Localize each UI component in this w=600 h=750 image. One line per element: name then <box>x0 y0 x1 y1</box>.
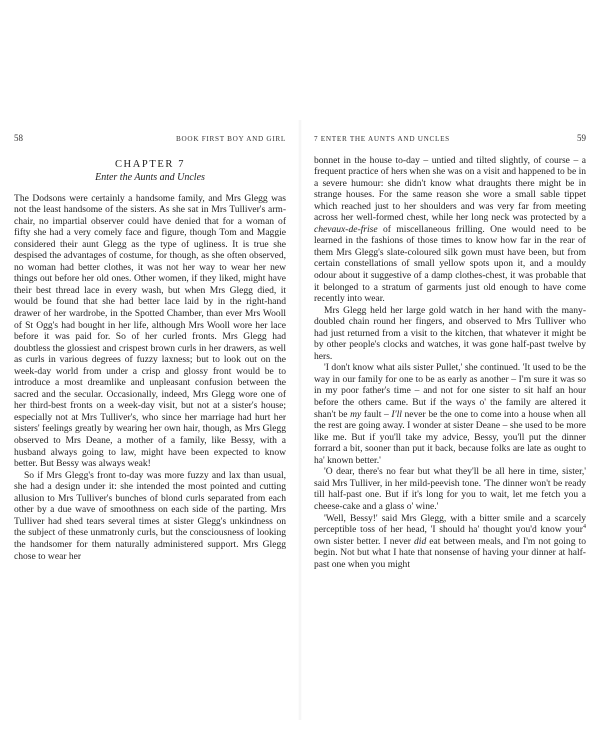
italic-phrase: my <box>350 408 362 420</box>
book-gutter <box>298 120 302 720</box>
text-run: own sister better. I never <box>314 535 415 547</box>
paragraph: So if Mrs Glegg's front to-day was more fuzzy and lax than usual, she had a design under it: she intended the most pointed and cutting allusion to Mrs Tulliver's bunches of blond curls separated from each other by a due wave of smoothness on each side of the parting. Mrs Tulliver had shed tears several times at sister Glegg's unkindness on the subject of these unmatronly curls, but the consciousness of looking the handsomer for them naturally administered support. Mrs Glegg chose to wear her <box>14 469 286 562</box>
right-page <box>314 133 586 570</box>
paragraph: 'O dear, there's no fear but what they'll be all here in time, sister,' said Mrs Tulliver, in her mild-peevish tone. 'The dinner won't be ready till half-past one. But if it's long for you to wait, let me fetch you a cheese-cake and a glass o' wine.' <box>314 466 586 512</box>
text-run: bonnet in the house to-day – untied and tilted slightly, of course – a frequent practice of hers when she was on a visit and happened to be in a severe humour: she didn't know what draughts there might be in strange houses. For the same reason she wore a small sable tippet which reached just to her shoulders and was very far from meeting across her well-formed chest, while her long neck was protected by a <box>314 154 586 224</box>
left-page-number: 58 <box>14 133 23 143</box>
italic-phrase: I'll <box>391 408 402 420</box>
text-run: eat between meals, and I'm not going to begin. Not but what I hate that nonsense of having your dinner at half-past one when you might <box>314 535 586 570</box>
paragraph <box>314 155 586 305</box>
text-run: 'I don't know what ails sister Pullet,' she continued. 'It used to be the way in our family for one to be as early as another – I'm sure it was so in my poor father's time – and not for one sister to sit half an hour before the others came. But if the ways o' the family are altered it shan't be <box>314 362 586 420</box>
right-running-head <box>314 133 586 146</box>
paragraph <box>314 513 586 571</box>
left-running-title: BOOK FIRST BOY AND GIRL <box>176 135 286 143</box>
footnote-marker: 4 <box>583 523 586 530</box>
italic-phrase: did <box>414 535 427 547</box>
right-page-number: 59 <box>577 133 586 143</box>
text-run: of miscellaneous frilling. One would need to be learned in the fashions of those times to know how far in the rear of them Mrs Glegg's slate-coloured silk gown must have been, but from certain constellations of small yellow spots upon it, and a mouldy odour about it suggestive of a damp clothes-chest, it was probable that it belonged to a stratum of garments just old enough to have come recently into wear. <box>314 223 586 305</box>
left-running-head <box>14 133 286 146</box>
italic-phrase: chevaux-de-frise <box>314 223 378 235</box>
text-run: 'Well, Bessy!' said Mrs Glegg, with a bitter smile and a scarcely perceptible toss of her head, 'I should ha' thought you'd know your <box>314 512 586 536</box>
chapter-heading <box>14 158 286 184</box>
paragraph: Mrs Glegg held her large gold watch in her hand with the many-doubled chain round her fingers, and observed to Mrs Tulliver who had just returned from a visit to the kitchen, that whatever it might be by other people's clocks and watches, it was gone half-past twelve by hers. <box>314 304 586 362</box>
right-running-title: 7 ENTER THE AUNTS AND UNCLES <box>314 135 450 143</box>
paragraph <box>314 362 586 466</box>
chapter-title: Enter the Aunts and Uncles <box>95 171 205 183</box>
text-run: never be the one to come into a house when all the rest are going away. I wonder at sister Deane – she used to be more like me. But if you'll take my advice, Bessy, you'll put the dinner forrard a bit, sooner than put it back, because folks are late as ought to ha' known better.' <box>314 408 586 466</box>
text-run: fault – <box>361 408 392 420</box>
left-page <box>14 133 286 562</box>
chapter-number: CHAPTER 7 <box>114 158 186 170</box>
paragraph: The Dodsons were certainly a handsome family, and Mrs Glegg was not the least handsome of the sisters. As she sat in Mrs Tulliver's arm-chair, no impartial observer could have denied that for a woman of fifty she had a very comely face and figure, though Tom and Maggie considered their aunt Glegg as the type of ugliness. It is true she despised the advantages of costume, for though, as she often observed, no woman had better clothes, it was not her way to wear her new things out before her old ones. Other women, if they liked, might have their best thread lace in every wash, but when Mrs Glegg died, it would be found that she had better lace laid by in the right-hand drawer of her wardrobe, in the Spotted Chamber, than ever Mrs Wooll of St Ogg's had bought in her life, although Mrs Wooll wore her lace before it was paid for. So of her curled fronts. Mrs Glegg had doubtless the glossiest and crispest brown curls in her drawers, as well as curls in various degrees of fuzzy laxness; but to look out on the week-day world from under a crisp and glossy front would be to introduce a most dreamlike and unpleasant confusion between the sacred and the secular. Occasionally, indeed, Mrs Glegg wore one of her third-best fronts on a week-day visit, but not at a sister's house; especially not at Mrs Tulliver's, who since her marriage had hurt her sisters' feelings greatly by wearing her own hair, though, as Mrs Glegg observed to Mrs Deane, a mother of a family, like Bessy, with a husband always going to law, might have been expected to know better. But Bessy was always weak! <box>14 192 286 470</box>
